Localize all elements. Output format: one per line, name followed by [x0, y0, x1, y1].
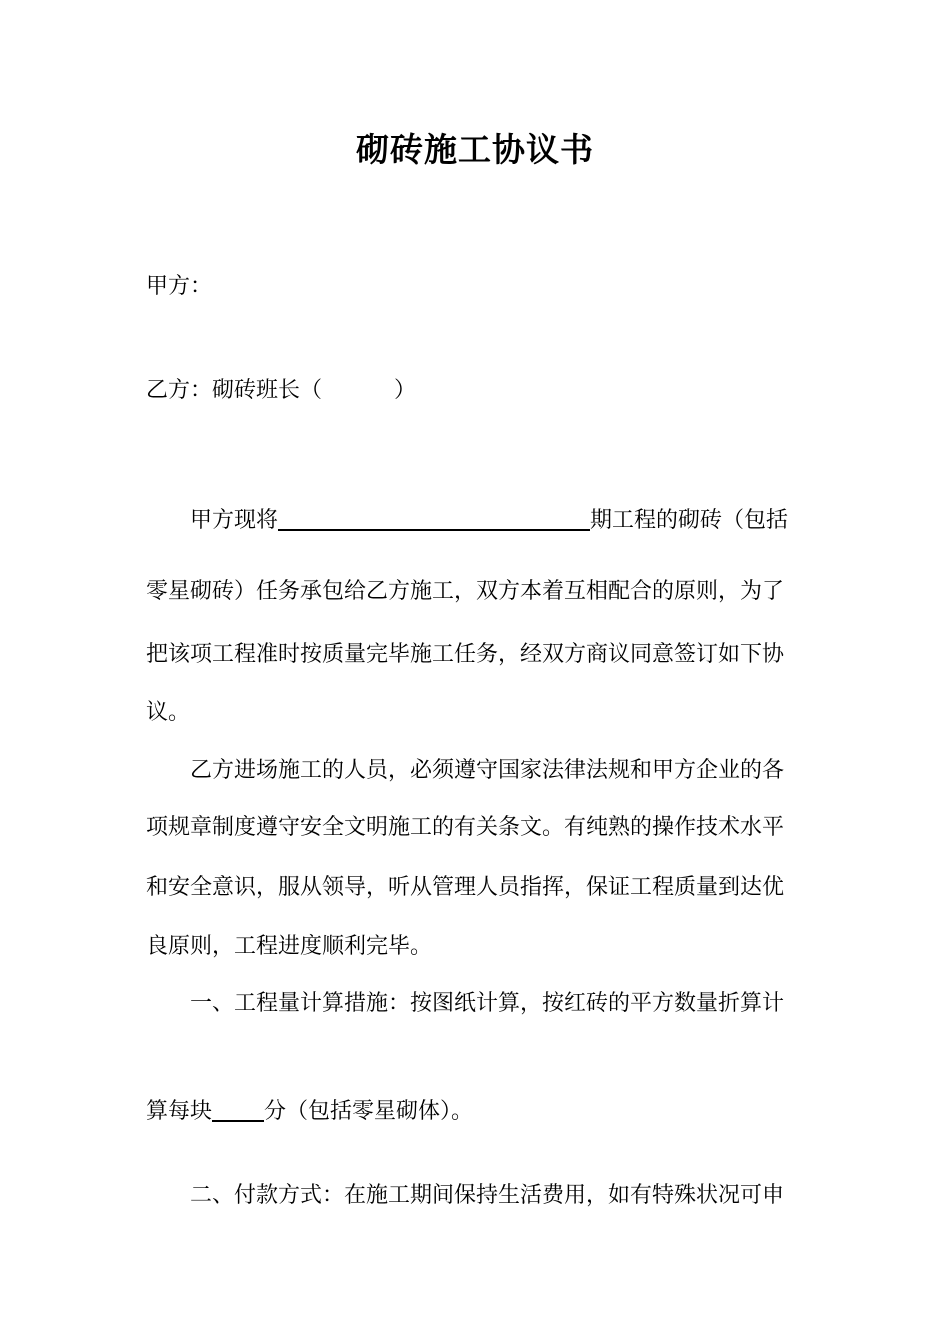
- paragraph-1-line-3: 把该项工程准时按质量完毕施工任务，经双方商议同意签订如下协: [146, 642, 785, 667]
- party-b-prefix: 乙方：砌砖班长（: [146, 378, 323, 403]
- paragraph-2-line-2: 项规章制度遵守安全文明施工的有关条文。有纯熟的操作技术水平: [146, 815, 785, 840]
- paragraph-3-line-2: [146, 1095, 473, 1129]
- paragraph-4-line-1: 二、付款方式：在施工期间保持生活费用，如有特殊状况可申: [190, 1183, 785, 1208]
- paragraph-1-line-1: [190, 504, 788, 538]
- paragraph-2-line-3: 和安全意识，服从领导，听从管理人员指挥，保证工程质量到达优: [146, 875, 785, 900]
- text-segment: 分（包括零星砌体）。: [264, 1099, 474, 1124]
- paragraph-1-line-2: 零星砌砖）任务承包给乙方施工，双方本着互相配合的原则，为了: [146, 579, 785, 604]
- document-title: 砌砖施工协议书: [356, 130, 594, 169]
- price-blank: [212, 1096, 264, 1122]
- text-segment: 期工程的砌砖（包括: [590, 508, 789, 533]
- text-segment: 算每块: [146, 1099, 213, 1124]
- paragraph-2-line-4: 良原则，工程进度顺利完毕。: [146, 934, 433, 959]
- party-b-suffix: ）: [394, 378, 417, 403]
- party-b-line: [146, 374, 416, 408]
- text-segment: 甲方现将: [190, 508, 279, 533]
- paragraph-3-line-1: 一、工程量计算措施：按图纸计算，按红砖的平方数量折算计: [190, 991, 785, 1016]
- party-a-line: 甲方：: [146, 274, 213, 299]
- paragraph-1-line-4: 议。: [146, 700, 191, 725]
- paragraph-2-line-1: 乙方进场施工的人员，必须遵守国家法律法规和甲方企业的各: [190, 758, 785, 783]
- project-name-blank: [278, 505, 590, 531]
